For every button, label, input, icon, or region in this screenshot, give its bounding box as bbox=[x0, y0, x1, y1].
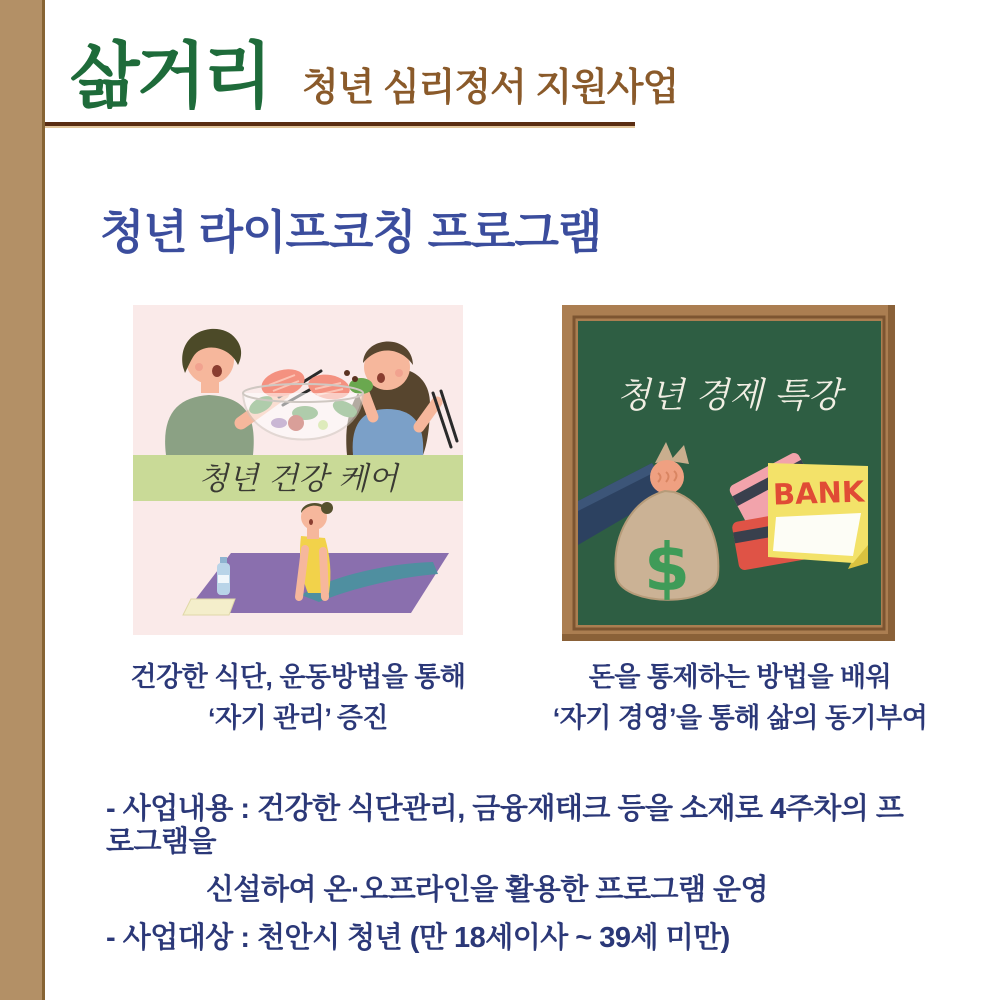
economy-lecture-svg bbox=[562, 305, 895, 641]
bank-sign-icon bbox=[768, 463, 868, 569]
fist-icon bbox=[650, 460, 684, 494]
board-title: 청년 경제 특강 bbox=[616, 376, 842, 416]
program-details bbox=[106, 793, 912, 970]
health-banner bbox=[133, 455, 463, 501]
details-content-line: - 사업내용 : 건강한 식단관리, 금융재태크 등을 소재로 4주차의 프로그램을 bbox=[106, 793, 904, 858]
left-panel-caption bbox=[98, 657, 498, 739]
brand-logo: 삶거리 bbox=[70, 37, 270, 117]
right-caption-line2: ‘자기 경영’을 통해 삶의 동기부여 bbox=[552, 703, 928, 733]
program-subtitle: 청년 심리정서 지원사업 bbox=[302, 67, 679, 109]
right-caption-line1: 돈을 통제하는 방법을 배워 bbox=[588, 662, 892, 692]
health-care-illustration bbox=[133, 305, 463, 635]
right-panel-caption bbox=[500, 657, 980, 739]
health-banner-label: 청년 건강 케어 bbox=[198, 461, 398, 497]
header-divider bbox=[45, 122, 635, 128]
economy-lecture-illustration bbox=[562, 305, 895, 641]
bank-label: BANK bbox=[772, 474, 865, 512]
dollar-icon: $ bbox=[644, 529, 690, 606]
details-target-line: - 사업대상 : 천안시 청년 (만 18세이사 ~ 39세 미만) bbox=[106, 922, 730, 954]
details-content-line2: 신설하여 온·오프라인을 활용한 프로그램 운영 bbox=[205, 874, 769, 906]
left-caption-line2: ‘자기 관리’ 증진 bbox=[207, 703, 388, 733]
page-title: 청년 라이프코칭 프로그램 bbox=[100, 206, 602, 258]
towel-icon bbox=[183, 599, 235, 615]
health-care-svg bbox=[133, 305, 463, 635]
left-caption-line1: 건강한 식단, 운동방법을 통해 bbox=[130, 662, 466, 692]
left-border-strip bbox=[0, 0, 45, 1000]
